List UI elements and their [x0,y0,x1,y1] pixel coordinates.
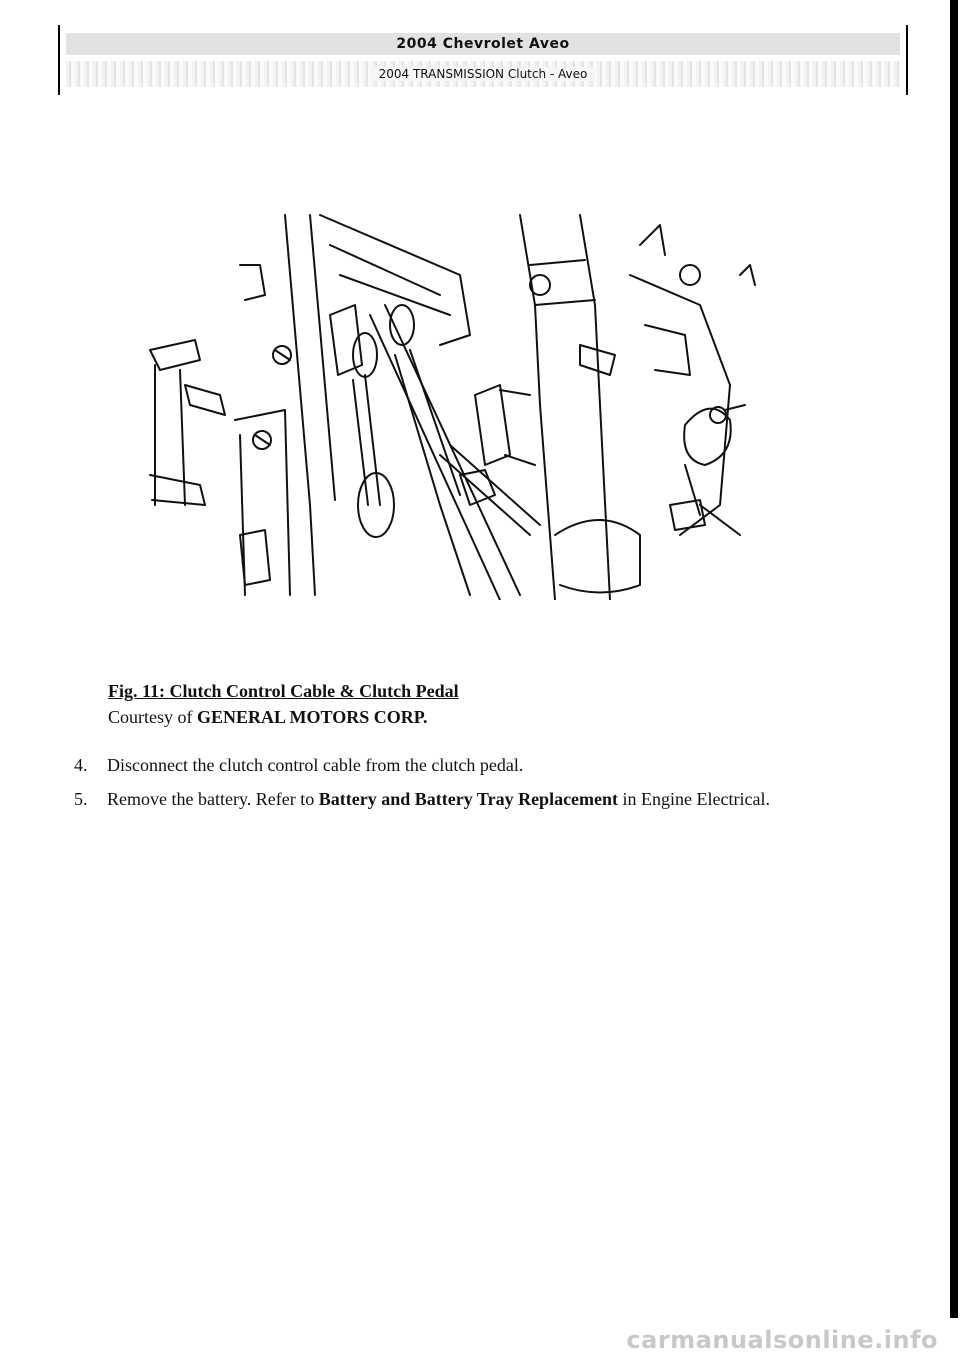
step-number: 5. [74,789,88,809]
step-number: 4. [74,755,88,775]
battery-replacement-link[interactable]: Battery and Battery Tray Replacement [318,789,619,809]
figure-courtesy [108,704,459,730]
document-subtitle-text: 2004 TRANSMISSION Clutch - Aveo [371,67,596,81]
courtesy-company: GENERAL MOTORS CORP. [197,707,428,727]
page-border [950,0,958,1318]
document-header [58,25,908,95]
clutch-cable-illustration [140,205,760,600]
procedure-steps [74,752,864,820]
document-subtitle [66,61,900,87]
courtesy-prefix: Courtesy of [108,707,197,727]
step-text-after: in Engine Electrical. [618,789,770,809]
step-4 [74,752,864,778]
figure-caption [108,678,459,730]
watermark: carmanualsonline.info [626,1326,938,1354]
step-5 [74,786,864,812]
document-title: 2004 Chevrolet Aveo [66,33,900,55]
step-text: Disconnect the clutch control cable from the clutch pedal. [107,755,524,775]
step-text [107,786,864,812]
step-text-before: Remove the battery. Refer to [107,789,319,809]
figure-title[interactable]: Fig. 11: Clutch Control Cable & Clutch Pedal [108,681,459,701]
